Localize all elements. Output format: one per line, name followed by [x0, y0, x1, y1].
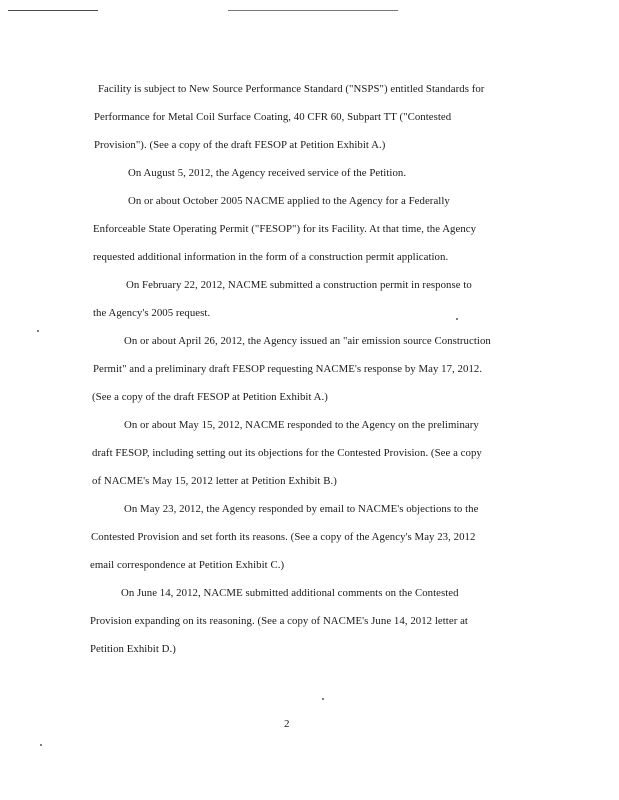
text-line: of NACME's May 15, 2012 letter at Petition Exhibit B.)	[92, 475, 337, 487]
text-line: Petition Exhibit D.)	[90, 643, 176, 655]
text-line: Performance for Metal Coil Surface Coating, 40 CFR 60, Subpart TT ("Contested	[94, 111, 452, 123]
text-line: email correspondence at Petition Exhibit C.)	[90, 559, 285, 571]
page-number: 2	[284, 718, 290, 730]
text-line: On or about October 2005 NACME applied to the Agency for a Federally	[128, 195, 450, 207]
scan-speck	[40, 744, 42, 746]
text-line: Provision expanding on its reasoning. (See a copy of NACME's June 14, 2012 letter at	[90, 615, 468, 627]
text-line: (See a copy of the draft FESOP at Petition Exhibit A.)	[92, 391, 328, 403]
text-line: On or about April 26, 2012, the Agency issued an "air emission source Construction	[124, 335, 491, 347]
text-line: On August 5, 2012, the Agency received service of the Petition.	[128, 167, 407, 179]
text-line: Provision"). (See a copy of the draft FESOP at Petition Exhibit A.)	[94, 139, 386, 151]
text-line: Contested Provision and set forth its reasons. (See a copy of the Agency's May 23, 2012	[91, 531, 476, 543]
text-line: the Agency's 2005 request.	[93, 307, 211, 319]
text-line: draft FESOP, including setting out its objections for the Contested Provision. (See a copy	[92, 447, 482, 459]
text-line: On February 22, 2012, NACME submitted a construction permit in response to	[126, 279, 472, 291]
scan-speck	[37, 330, 39, 332]
header-rule-left	[8, 10, 98, 11]
text-line: On June 14, 2012, NACME submitted additional comments on the Contested	[121, 587, 459, 599]
scan-speck	[322, 698, 324, 700]
text-line: Enforceable State Operating Permit ("FESOP") for its Facility. At that time, the Agency	[93, 223, 477, 235]
header-rule-center	[228, 10, 398, 11]
text-line: requested additional information in the form of a construction permit application.	[93, 251, 449, 263]
text-line: Permit" and a preliminary draft FESOP requesting NACME's response by May 17, 2012.	[93, 363, 483, 375]
text-line: On May 23, 2012, the Agency responded by email to NACME's objections to the	[124, 503, 479, 515]
text-line: On or about May 15, 2012, NACME responded to the Agency on the preliminary	[124, 419, 479, 431]
scan-speck	[456, 318, 458, 320]
text-line: Facility is subject to New Source Performance Standard ("NSPS") entitled Standards for	[98, 83, 485, 95]
